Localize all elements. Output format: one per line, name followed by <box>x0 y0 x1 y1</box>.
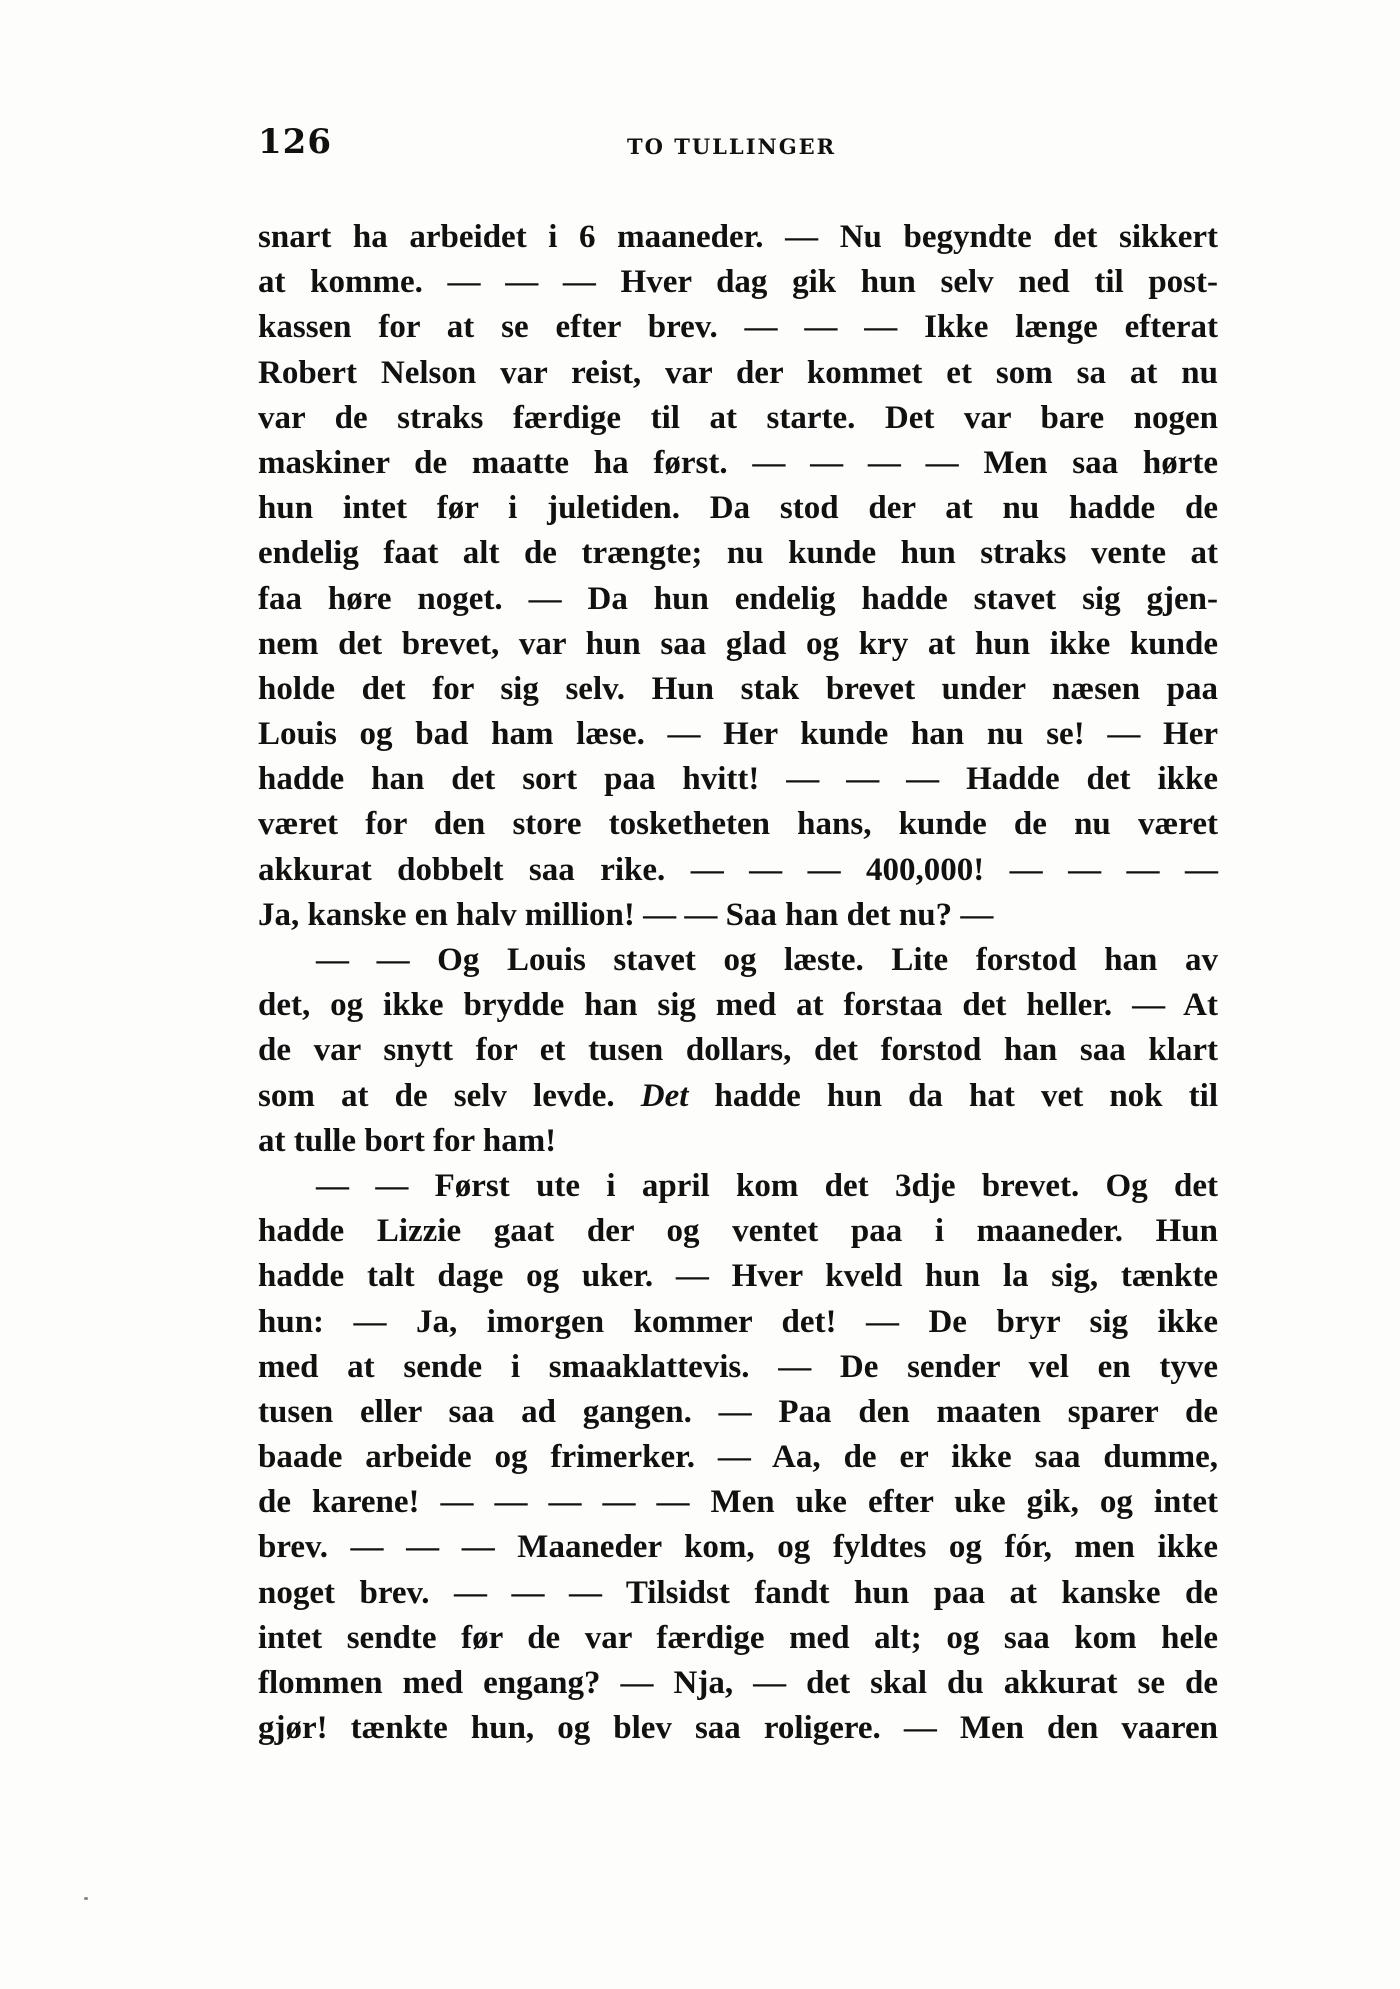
text-line: maskiner de maatte ha først. — — — — Men saa hørte <box>258 444 1218 481</box>
text-line: flommen med engang? — Nja, — det skal du akkurat se de <box>258 1665 1218 1701</box>
text-line: snart ha arbeidet i 6 maaneder. — Nu begyndte det sikkert <box>258 219 1218 255</box>
text-line: Robert Nelson var reist, var der kommet et som sa at nu <box>258 354 1218 391</box>
text-line: faa høre noget. — Da hun endelig hadde stavet sig gjen- <box>258 580 1218 617</box>
text-line: tusen eller saa ad gangen. — Paa den maaten sparer de <box>258 1393 1218 1430</box>
text-line: gjør! tænkte hun, og blev saa roligere. — Men den vaaren <box>258 1710 1218 1747</box>
text-line: hadde han det sort paa hvitt! — — — Hadde det ikke <box>258 761 1218 798</box>
page-number: 126 <box>258 122 332 162</box>
text-line: holde det for sig selv. Hun stak brevet under næsen paa <box>258 670 1218 707</box>
text-line: Ja, kanske en halv million! — — Saa han det nu? — <box>258 896 994 933</box>
text-segment: som at de selv levde. <box>258 1077 641 1114</box>
text-line: at tulle bort for ham! <box>258 1122 557 1159</box>
text-line: med at sende i smaaklattevis. — De sender vel en tyve <box>258 1348 1218 1385</box>
text-line: — — Først ute i april kom det 3dje brevet. Og det <box>316 1167 1218 1204</box>
text-line: hun intet før i juletiden. Da stod der at nu hadde de <box>258 490 1218 527</box>
page-header <box>258 122 1218 172</box>
text-line: det, og ikke brydde han sig med at forstaa det heller. — At <box>258 987 1218 1024</box>
text-line: at komme. — — — Hver dag gik hun selv ned til post- <box>258 264 1218 301</box>
text-line: kassen for at se efter brev. — — — Ikke længe efterat <box>258 309 1218 346</box>
text-line: — — Og Louis stavet og læste. Lite forstod han av <box>316 942 1218 978</box>
text-line: hadde Lizzie gaat der og ventet paa i maaneder. Hun <box>258 1213 1218 1250</box>
text-line: de karene! — — — — — Men uke efter uke gik, og intet <box>258 1484 1218 1521</box>
body-text <box>258 215 1218 1751</box>
running-title: TO TULLINGER <box>627 134 837 159</box>
text-line: Louis og bad ham læse. — Her kunde han nu se! — Her <box>258 716 1218 753</box>
text-line: brev. — — — Maaneder kom, og fyldtes og fór, men ikke <box>258 1529 1218 1566</box>
text-line: hun: — Ja, imorgen kommer det! — De bryr sig ikke <box>258 1303 1218 1340</box>
text-line: nem det brevet, var hun saa glad og kry at hun ikke kunde <box>258 625 1218 662</box>
text-segment: hadde hun da hat vet nok til <box>688 1077 1218 1114</box>
italic-word: Det <box>640 1077 689 1114</box>
text-line: intet sendte før de var færdige med alt; og saa kom hele <box>258 1619 1218 1656</box>
text-line: de var snytt for et tusen dollars, det forstod han saa klart <box>258 1032 1218 1069</box>
text-line: noget brev. — — — Tilsidst fandt hun paa at kanske de <box>258 1574 1218 1611</box>
text-line: baade arbeide og frimerker. — Aa, de er ikke saa dumme, <box>258 1439 1218 1476</box>
text-line: endelig faat alt de trængte; nu kunde hun straks vente at <box>258 535 1218 572</box>
text-line: var de straks færdige til at starte. Det var bare nogen <box>258 399 1218 436</box>
text-line: akkurat dobbelt saa rike. — — — 400,000! — — — — <box>258 851 1218 888</box>
text-line: hadde talt dage og uker. — Hver kveld hun la sig, tænkte <box>258 1258 1218 1295</box>
text-line: været for den store tosketheten hans, kunde de nu været <box>258 806 1218 843</box>
text-line <box>258 1074 1218 1119</box>
scan-speck <box>84 1897 88 1900</box>
